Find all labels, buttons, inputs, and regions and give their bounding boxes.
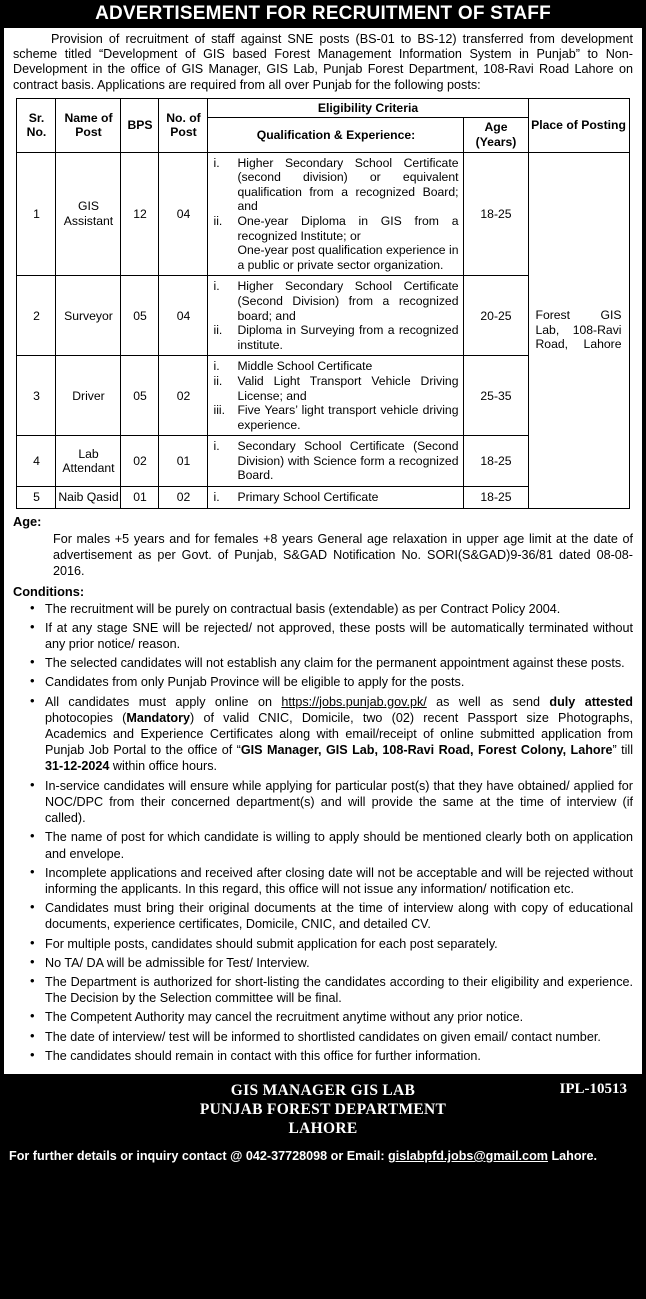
intro-paragraph: Provision of recruitment of staff against SNE posts (BS-01 to BS-12) transferred from development scheme titled “Development of GIS based Forest Management Information System in Punjab” to Non-Development in the office of GIS Manager, GIS Lab, Punjab Forest Department, 108-Ravi Road Lahore on contract basis. Applications are required from all over Punjab for the following posts: [13,32,633,92]
age-heading: Age: [13,513,42,529]
cell-age: 18-25 [464,152,528,276]
cell-age: 20-25 [464,276,528,356]
criteria-numeral: i. [213,490,220,505]
page-title: ADVERTISEMENT FOR RECRUITMENT OF STAFF [95,3,551,24]
condition-text: ) of valid CNIC, Domicile, two (02) recent Passport size Photographs, Academics and Experience Certificates along with email/receipt of online submitted application from Punjab Job Portal to the office of “ [45,710,633,758]
condition-item: • Candidates from only Punjab Province will be eligible to apply for the posts. [13,674,633,690]
cell-post-name: Lab Attendant [56,436,121,487]
condition-emphasis: GIS Manager, GIS Lab, 108-Ravi Road, Forest Colony, Lahore [240,743,613,758]
cell-post-name: Surveyor [56,276,121,356]
criteria-numeral: ii. [213,373,223,388]
col-age: Age (Years) [464,118,528,152]
signature-block [9,1081,637,1138]
cell-bps: 12 [121,152,159,276]
posts-table-body [17,152,629,508]
condition-item: • If at any stage SNE will be rejected/ not approved, these posts will be automatically terminated without any prior notice/ reason. [13,620,633,652]
table-header-row-1 [17,98,629,118]
cell-qualification [208,356,464,436]
criteria-subtext: One-year post qualification experience in a public or private sector organization. [237,243,459,272]
condition-item: • For multiple posts, candidates should submit application for each post separately. [13,936,633,952]
criteria-item: ii. Valid Light Transport Vehicle Driving License; and [213,373,459,403]
apply-online-link[interactable]: https://jobs.punjab.gov.pk/ [281,694,427,709]
criteria-item: iii. Five Years’ light transport vehicle driving experience. [213,403,459,432]
condition-item: • The date of interview/ test will be informed to shortlisted candidates on given email/ contact number. [13,1029,633,1045]
table-row [17,152,629,276]
condition-item: • The recruitment will be purely on contractual basis (extendable) as per Contract Policy 2004. [13,601,633,617]
condition-item: • The name of post for which candidate is willing to apply should be mentioned clearly both on application and envelope. [13,829,633,861]
criteria-numeral: ii. [213,323,223,338]
cell-bps: 02 [121,436,159,487]
condition-item: • The candidates should remain in contact with this office for further information. [13,1048,633,1064]
contact-line [9,1148,637,1164]
condition-emphasis: 31-12-2024 [45,759,110,774]
cell-no-of-post: 04 [159,152,208,276]
signature-line-3: LAHORE [288,1119,358,1137]
cell-place-of-posting: Forest GIS Lab, 108-Ravi Road, Lahore [528,152,629,508]
col-place-of-posting: Place of Posting [528,98,629,152]
condition-item: • In-service candidates will ensure while applying for particular post(s) that they have obtained/ applied for NOC/DPC from their concerned department(s) and will provide the same at the time of interview (if called). [13,778,633,827]
cell-sr-no: 4 [17,436,56,487]
criteria-numeral: i. [213,279,220,294]
cell-qualification [208,276,464,356]
conditions-heading: Conditions: [13,583,85,599]
cell-sr-no: 3 [17,356,56,436]
condition-item: • Candidates must bring their original documents at the time of interview along with copy of educational documents, experience certificates, Domicile, CNIC, and detailed CV. [13,900,633,932]
condition-text: within office hours. [109,759,217,774]
contact-prefix: For further details or inquiry contact @ 042-37728098 or Email: [9,1148,389,1163]
cell-post-name: Naib Qasid [56,487,121,509]
cell-age: 18-25 [464,436,528,487]
document-sheet [4,28,642,1074]
criteria-item: ii. One-year Diploma in GIS from a recognized Institute; or One-year post qualification experience in a public or private sector organization. [213,213,459,272]
condition-text: ” till [612,743,633,758]
cell-no-of-post: 02 [159,487,208,509]
col-bps: BPS [121,98,159,152]
cell-bps: 05 [121,356,159,436]
cell-sr-no: 2 [17,276,56,356]
col-no-of-post: No. of Post [159,98,208,152]
contact-suffix: Lahore. [551,1148,597,1163]
condition-text: All candidates must apply online on [45,694,282,709]
condition-text: as well as send [426,694,550,709]
cell-bps: 05 [121,276,159,356]
criteria-numeral: iii. [213,403,225,418]
col-sr-no: Sr. No. [17,98,56,152]
signature-line-2: PUNJAB FOREST DEPARTMENT [199,1100,447,1118]
cell-qualification [208,436,464,487]
criteria-numeral: i. [213,359,220,374]
condition-item: • The Competent Authority may cancel the recruitment anytime without any prior notice. [13,1009,633,1025]
cell-post-name: GIS Assistant [56,152,121,276]
col-qualification: Qualification & Experience: [208,118,464,152]
condition-item: • The Department is authorized for short-listing the candidates according to their eligibility and experience. The Decision by the Selection committee will be final. [13,974,633,1006]
criteria-numeral: i. [213,155,220,170]
criteria-item: i. Higher Secondary School Certificate (Second Division) from a recognized board; and [213,279,459,323]
age-body-text: For males +5 years and for females +8 years General age relaxation in upper age limit at the date of advertisement as per Govt. of Punjab, S&GAD Notification No. SORI(S&GAD)9-36/81 dated 08-08-2016. [53,531,633,578]
cell-age: 25-35 [464,356,528,436]
posts-table-head [17,98,629,152]
criteria-item: i. Primary School Certificate [213,490,379,505]
criteria-item: i. Middle School Certificate [213,359,373,374]
criteria-item: ii. Diploma in Surveying from a recognized institute. [213,323,459,352]
condition-emphasis: Mandatory [126,710,191,725]
cell-no-of-post: 02 [159,356,208,436]
cell-sr-no: 5 [17,487,56,509]
criteria-numeral: ii. [213,213,223,228]
cell-qualification [208,487,464,509]
condition-emphasis: duly attested [549,694,633,709]
page-footer [0,1074,646,1174]
cell-age: 18-25 [464,487,528,509]
conditions-list [13,601,633,1064]
cell-no-of-post: 01 [159,436,208,487]
cell-sr-no: 1 [17,152,56,276]
reference-code: IPL-10513 [559,1080,627,1097]
criteria-item: i. Higher Secondary School Certificate (second division) or equivalent qualification from a recognized Board; and [213,155,459,214]
condition-item: • The selected candidates will not establish any claim for the permanent appointment against these posts. [13,655,633,671]
cell-qualification [208,152,464,276]
posts-table [16,98,629,509]
criteria-item: i. Secondary School Certificate (Second Division) with Science form a recognized Board. [213,439,459,483]
signature-line-1: GIS MANAGER GIS LAB [230,1081,416,1099]
condition-item [13,694,633,775]
cell-bps: 01 [121,487,159,509]
contact-email[interactable]: gislabpfd.jobs@gmail.com [388,1148,548,1163]
condition-text: photocopies ( [45,710,127,725]
condition-item: • Incomplete applications and received after closing date will not be acceptable and will be rejected without informing the applicants. In this regard, this office will not issue any information/ notification etc. [13,865,633,897]
condition-item: • No TA/ DA will be admissible for Test/ Interview. [13,955,633,971]
cell-post-name: Driver [56,356,121,436]
criteria-numeral: i. [213,439,220,454]
col-name-of-post: Name of Post [56,98,121,152]
cell-no-of-post: 04 [159,276,208,356]
col-eligibility-criteria: Eligibility Criteria [208,98,528,118]
page-title-bar [0,0,646,28]
